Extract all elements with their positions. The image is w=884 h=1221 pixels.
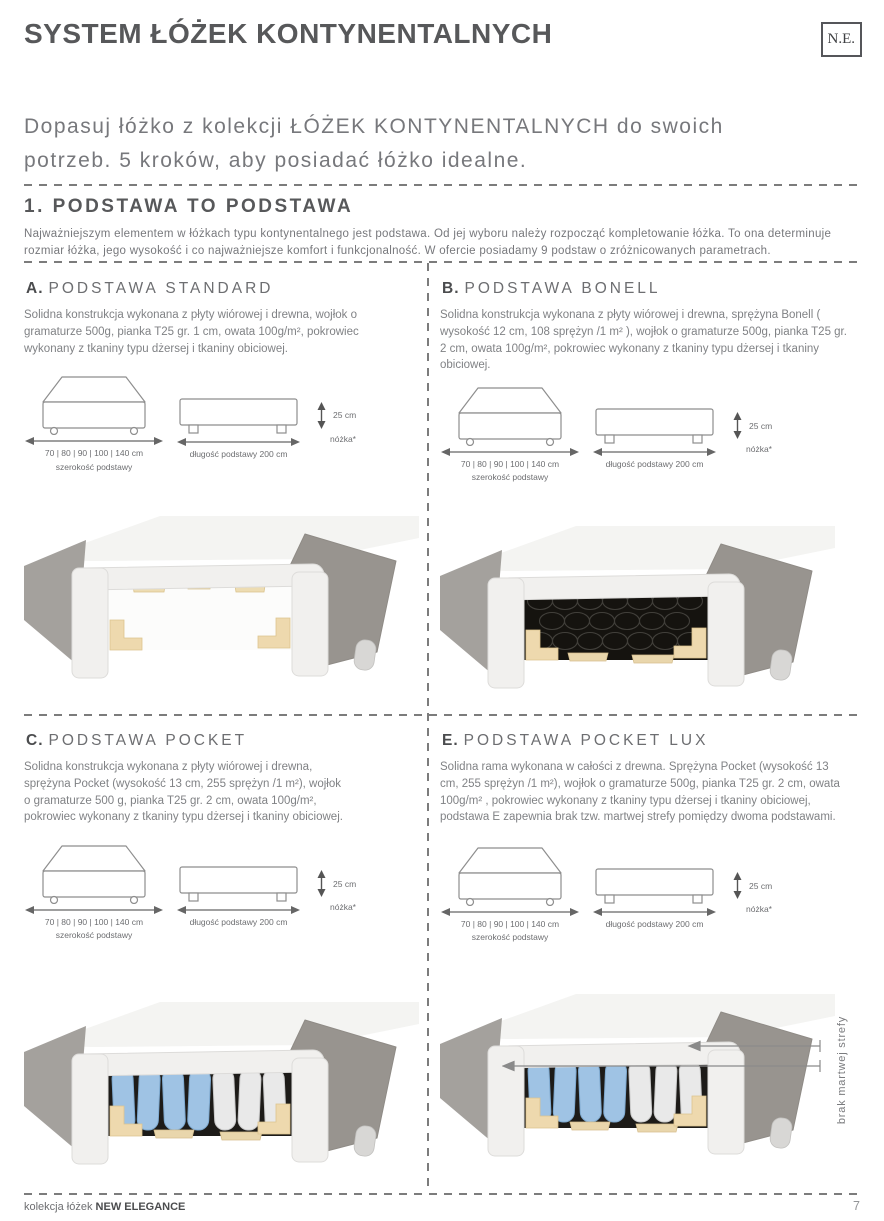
section-body: Najważniejszym elementem w łóżkach typu kontynentalnego jest podstawa. Od jej wyboru należy rozpocząć kompletowanie łóżka. To ona determinuje rozmiar łóżka, jego wysokość i co najważniejsze komfort i funkcjonalność. W ofercie posiadamy 9 podstaw o zróżnicowanych parametrach.	[24, 228, 832, 257]
length-caption: długość podstawy 200 cm	[605, 459, 704, 470]
leg-height-diagram	[731, 412, 772, 454]
product-name: PODSTAWA BONELL	[464, 280, 661, 297]
width-arrow-icon	[24, 904, 164, 916]
product-name: PODSTAWA STANDARD	[48, 280, 274, 297]
leg-caption: nóżka*	[746, 444, 772, 455]
width-caption: szerokość podstawy	[55, 461, 133, 472]
length-diagram	[176, 372, 301, 474]
length-caption: długość podstawy 200 cm	[189, 917, 288, 928]
width-diagram	[24, 840, 164, 942]
leg-height: 25 cm	[333, 410, 357, 421]
leg-arrow-icon	[731, 412, 744, 439]
product-title	[442, 280, 862, 298]
product-description: Solidna konstrukcja wykonana z płyty wiórowej i drewna, sprężyna Bonell ( wysokość 12 cm, 108 sprężyn /1 m² ), wojłok o gramaturze 500g, pianka T25 gr. 2 cm, owata 100g/m², pokrowiec wykonany z tkaniny typu dżersej i tkaniny obiciowej.	[440, 309, 847, 372]
dead-zone-label: brak martwej strefy	[836, 1016, 848, 1125]
intro-text: Dopasuj łóżko z kolekcji ŁÓŻEK KONTYNENTALNYCH do swoich potrzeb. 5 kroków, aby posiadać łóżko idealne.	[24, 115, 724, 172]
leg-height-diagram	[731, 872, 772, 914]
product-photo	[440, 524, 835, 710]
leg-height: 25 cm	[749, 420, 773, 431]
page-title: SYSTEM ŁÓŻEK KONTYNENTALNYCH	[24, 18, 553, 49]
leg-height-diagram	[315, 402, 356, 444]
length-diagram	[592, 842, 717, 944]
product-title	[26, 280, 424, 298]
leg-caption: nóżka*	[746, 904, 772, 915]
width-diagram	[440, 382, 580, 484]
base-side-icon	[176, 372, 301, 436]
product-card-pocket-lux	[440, 732, 862, 1178]
footer-collection	[24, 1201, 185, 1213]
leg-caption: nóżka*	[330, 433, 356, 444]
dimensions-diagram	[24, 371, 424, 473]
base-side-icon	[592, 382, 717, 446]
leg-height-diagram	[315, 870, 356, 912]
width-values: 70 | 80 | 90 | 100 | 140 cm	[44, 448, 144, 459]
base-perspective-icon	[29, 371, 159, 435]
dashed-divider	[24, 1193, 860, 1195]
dimensions-diagram	[440, 842, 862, 944]
product-card-pocket	[24, 732, 424, 1186]
width-values: 70 | 80 | 90 | 100 | 140 cm	[460, 919, 560, 930]
width-caption: szerokość podstawy	[471, 472, 549, 483]
leg-height: 25 cm	[749, 880, 773, 891]
dashed-divider	[24, 714, 860, 716]
length-caption: długość podstawy 200 cm	[605, 919, 704, 930]
leg-arrow-icon	[315, 870, 328, 897]
base-perspective-icon	[445, 842, 575, 906]
footer-brand: NEW ELEGANCE	[95, 1201, 186, 1213]
product-card-bonell	[440, 280, 862, 710]
product-photo	[24, 1000, 419, 1186]
length-diagram	[592, 382, 717, 484]
base-perspective-icon	[29, 840, 159, 904]
length-caption: długość podstawy 200 cm	[189, 448, 288, 459]
width-arrow-icon	[24, 435, 164, 447]
width-arrow-icon	[440, 446, 580, 458]
dead-zone-arrows-icon	[502, 1038, 822, 1082]
width-values: 70 | 80 | 90 | 100 | 140 cm	[460, 459, 560, 470]
product-letter: A.	[26, 280, 44, 297]
product-letter: E.	[442, 732, 459, 749]
base-side-icon	[176, 840, 301, 904]
page-number: 7	[853, 1199, 860, 1213]
product-description: Solidna rama wykonana w całości z drewna. Sprężyna Pocket (wysokość 13 cm, 255 sprężyn /1 m²), wojłok o gramaturze 500g, pianka T25 gr. 2 cm, owata 100g/m² , pokrowiec wykonany z tkaniny typu dżersej i tkaniny obiciowej, podstawa E zapewnia brak tzw. martwej strefy pomiędzy dwoma podstawami.	[440, 761, 840, 824]
product-name: PODSTAWA POCKET	[48, 732, 248, 749]
dashed-divider	[24, 261, 860, 263]
product-description: Solidna konstrukcja wykonana z płyty wiórowej i drewna, sprężyna Pocket (wysokość 13 cm, 255 sprężyn /1 m²), wojłok o gramaturze 500 g, pianka T25 gr. 2 cm, owata 100g/m², pokrowiec wykonany z tkaniny typu dżersej i tkaniny obiciowej.	[24, 761, 343, 824]
product-title	[26, 732, 424, 750]
length-arrow-icon	[592, 906, 717, 918]
leg-caption: nóżka*	[330, 902, 356, 913]
product-name: PODSTAWA POCKET LUX	[463, 732, 709, 749]
product-photo	[440, 992, 835, 1178]
dashed-divider	[24, 184, 860, 186]
section-title: 1. PODSTAWA TO PODSTAWA	[24, 196, 354, 217]
width-diagram	[24, 371, 164, 473]
length-arrow-icon	[176, 436, 301, 448]
width-caption: szerokość podstawy	[471, 932, 549, 943]
product-card-standard	[24, 280, 424, 700]
product-photo	[24, 514, 419, 700]
brand-badge: N.E.	[821, 22, 863, 57]
dashed-divider-vertical	[427, 263, 429, 1193]
dimensions-diagram	[440, 382, 862, 484]
product-letter: C.	[26, 732, 44, 749]
leg-height: 25 cm	[333, 878, 357, 889]
width-diagram	[440, 842, 580, 944]
length-arrow-icon	[592, 446, 717, 458]
leg-arrow-icon	[315, 402, 328, 429]
length-diagram	[176, 840, 301, 942]
product-description: Solidna konstrukcja wykonana z płyty wiórowej i drewna, wojłok o gramaturze 500g, pianka T25 gr. 1 cm, owata 100g/m², pokrowiec wykonany z tkaniny typu dżersej i tkaniny obiciowej.	[24, 309, 359, 355]
base-perspective-icon	[445, 382, 575, 446]
width-arrow-icon	[440, 906, 580, 918]
product-letter: B.	[442, 280, 460, 297]
base-side-icon	[592, 842, 717, 906]
width-caption: szerokość podstawy	[55, 930, 133, 941]
footer-prefix: kolekcja łóżek	[24, 1201, 96, 1213]
width-values: 70 | 80 | 90 | 100 | 140 cm	[44, 917, 144, 928]
leg-arrow-icon	[731, 872, 744, 899]
length-arrow-icon	[176, 904, 301, 916]
dimensions-diagram	[24, 840, 424, 942]
product-title	[442, 732, 862, 750]
